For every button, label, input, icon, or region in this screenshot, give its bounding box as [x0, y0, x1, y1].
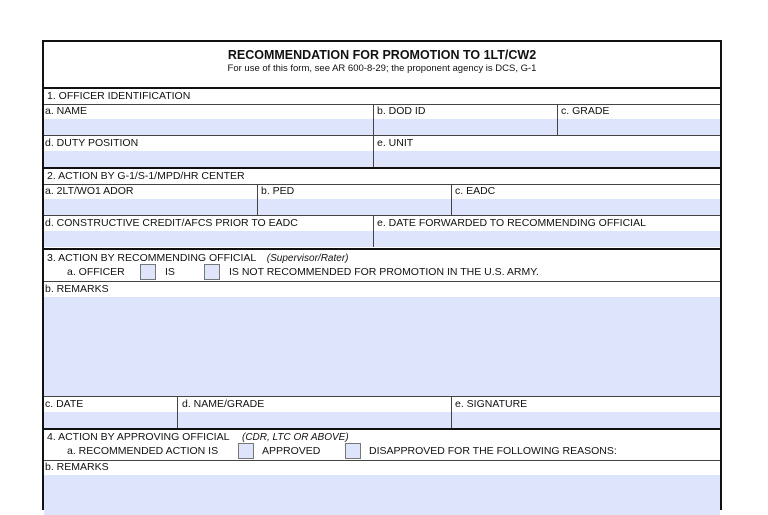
- approving-remarks-label: b. REMARKS: [45, 461, 109, 473]
- duty-position-label: d. DUTY POSITION: [45, 137, 139, 149]
- ped-field[interactable]: [258, 199, 451, 215]
- grade-label: c. GRADE: [561, 105, 610, 117]
- divider: [44, 167, 720, 169]
- section2-title: 2. ACTION BY G-1/S-1/MPD/HR CENTER: [47, 170, 245, 182]
- dod-id-field[interactable]: [374, 119, 557, 135]
- approved-checkbox[interactable]: [238, 443, 254, 459]
- signature-label: e. SIGNATURE: [455, 398, 528, 410]
- divider: [44, 248, 720, 250]
- dod-id-label: b. DOD ID: [377, 105, 426, 117]
- remarks-label: b. REMARKS: [45, 283, 109, 295]
- disapproved-checkbox[interactable]: [345, 443, 361, 459]
- section3-title-text: 3. ACTION BY RECOMMENDING OFFICIAL: [47, 252, 256, 264]
- date-label: c. DATE: [45, 398, 84, 410]
- divider: [44, 87, 720, 89]
- is-label: IS: [165, 266, 175, 278]
- divider: [44, 460, 720, 461]
- ped-label: b. PED: [261, 185, 295, 197]
- ador-field[interactable]: [44, 199, 257, 215]
- disapproved-label: DISAPPROVED FOR THE FOLLOWING REASONS:: [369, 445, 617, 457]
- signature-field[interactable]: [452, 412, 720, 428]
- form-subtitle: For use of this form, see AR 600-8-29; the proponent agency is DCS, G-1: [227, 63, 537, 74]
- name-grade-label: d. NAME/GRADE: [182, 398, 265, 410]
- name-grade-field[interactable]: [178, 412, 451, 428]
- section3-title-note: (Supervisor/Rater): [266, 253, 349, 264]
- eadc-field[interactable]: [452, 199, 720, 215]
- divider: [44, 215, 720, 216]
- section4-title: [47, 431, 349, 444]
- constructive-credit-label: d. CONSTRUCTIVE CREDIT/AFCS PRIOR TO EADC: [45, 217, 298, 229]
- section4-title-note: (CDR, LTC OR ABOVE): [241, 432, 349, 443]
- recommending-remarks-field[interactable]: [44, 297, 720, 396]
- unit-field[interactable]: [374, 151, 720, 167]
- constructive-credit-field[interactable]: [44, 231, 373, 247]
- divider: [44, 281, 720, 282]
- divider: [44, 184, 720, 185]
- recommended-action-prefix: a. RECOMMENDED ACTION IS: [67, 445, 219, 457]
- date-field[interactable]: [44, 412, 177, 428]
- form-title: RECOMMENDATION FOR PROMOTION TO 1LT/CW2: [227, 48, 537, 62]
- name-label: a. NAME: [45, 105, 88, 117]
- unit-label: e. UNIT: [377, 137, 414, 149]
- approving-remarks-field[interactable]: [44, 475, 720, 515]
- approved-label: APPROVED: [262, 445, 321, 457]
- date-forwarded-field[interactable]: [374, 231, 720, 247]
- duty-position-field[interactable]: [44, 151, 373, 167]
- date-forwarded-label: e. DATE FORWARDED TO RECOMMENDING OFFICIAL: [377, 217, 646, 229]
- divider: [44, 135, 720, 136]
- eadc-label: c. EADC: [455, 185, 496, 197]
- grade-field[interactable]: [558, 119, 720, 135]
- section1-title: 1. OFFICER IDENTIFICATION: [47, 90, 191, 102]
- divider: [44, 396, 720, 397]
- divider: [44, 428, 720, 430]
- ador-label: a. 2LT/WO1 ADOR: [45, 185, 134, 197]
- is-not-label: IS NOT RECOMMENDED FOR PROMOTION IN THE U.S. ARMY.: [229, 266, 539, 278]
- is-recommended-checkbox[interactable]: [140, 264, 156, 280]
- name-field[interactable]: [44, 119, 373, 135]
- is-not-recommended-checkbox[interactable]: [204, 264, 220, 280]
- section4-title-text: 4. ACTION BY APPROVING OFFICIAL: [47, 431, 230, 443]
- officer-prefix: a. OFFICER: [67, 266, 125, 278]
- promotion-form: [42, 40, 722, 510]
- section3-title: [47, 252, 349, 265]
